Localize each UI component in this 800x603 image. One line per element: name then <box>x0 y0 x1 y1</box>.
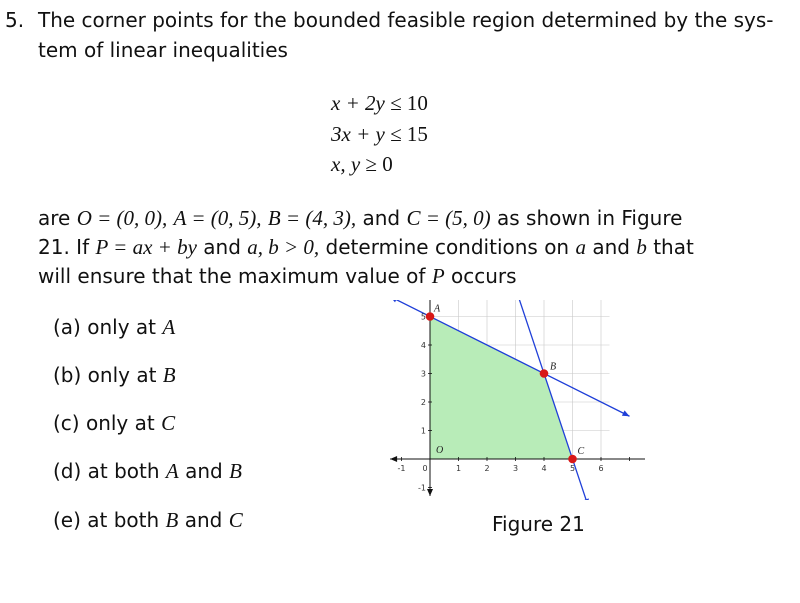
inequality-2: 3x + y ≤ 15 <box>331 122 428 146</box>
option-c[interactable]: (c) only at C <box>53 411 176 435</box>
y-tick-label: 5 <box>420 312 426 322</box>
x-tick-label: 6 <box>598 464 604 473</box>
inequality-3: x, y ≥ 0 <box>331 152 393 176</box>
point-b <box>540 369 549 378</box>
y-tick-label: 2 <box>420 398 426 407</box>
x-tick-label: 3 <box>512 464 519 473</box>
point-label-a: A <box>434 303 441 315</box>
x-tick-label: -1 <box>397 464 406 473</box>
option-e[interactable]: (e) at both B and C <box>53 508 243 532</box>
x-tick-label: 5 <box>569 464 576 473</box>
point-label-c: C <box>577 446 585 457</box>
problem-number: 5. <box>5 8 25 32</box>
problem-line-2: tem of linear inequalities <box>38 38 288 62</box>
option-b[interactable]: (b) only at B <box>53 363 176 387</box>
point-a <box>426 312 435 321</box>
option-d[interactable]: (d) at both A and B <box>53 459 242 483</box>
point-label-o: O <box>436 445 444 456</box>
feasible-region-figure <box>385 300 645 500</box>
body-line-3: will ensure that the maximum value of P occurs <box>38 264 517 288</box>
x-tick-label: 4 <box>541 464 547 473</box>
x-tick-label: 2 <box>484 464 490 473</box>
point-label-b: B <box>550 361 557 373</box>
body-line-2: 21. If P = ax + by and a, b > 0, determine conditions on a and b that <box>38 235 694 259</box>
y-tick-label: -1 <box>418 483 426 493</box>
y-tick-label: 4 <box>420 341 426 350</box>
x-axis-arrow-left <box>390 456 397 462</box>
problem-line-1: The corner points for the bounded feasible region determined by the sys- <box>38 8 774 32</box>
x-tick-label: 1 <box>455 464 462 473</box>
inequality-1: x + 2y ≤ 10 <box>331 91 428 115</box>
option-a[interactable]: (a) only at A <box>53 315 176 339</box>
body-line-1: are O = (0, 0), A = (0, 5), B = (4, 3), and C = (5, 0) as shown in Figure <box>38 206 683 230</box>
feasible-region <box>430 317 573 460</box>
x-tick-label: 0 <box>422 464 428 473</box>
figure-caption: Figure 21 <box>492 512 585 536</box>
y-tick-label: 3 <box>420 369 426 379</box>
y-tick-label: 1 <box>420 426 426 436</box>
y-axis-arrow-down <box>427 489 433 496</box>
point-c <box>568 455 577 464</box>
